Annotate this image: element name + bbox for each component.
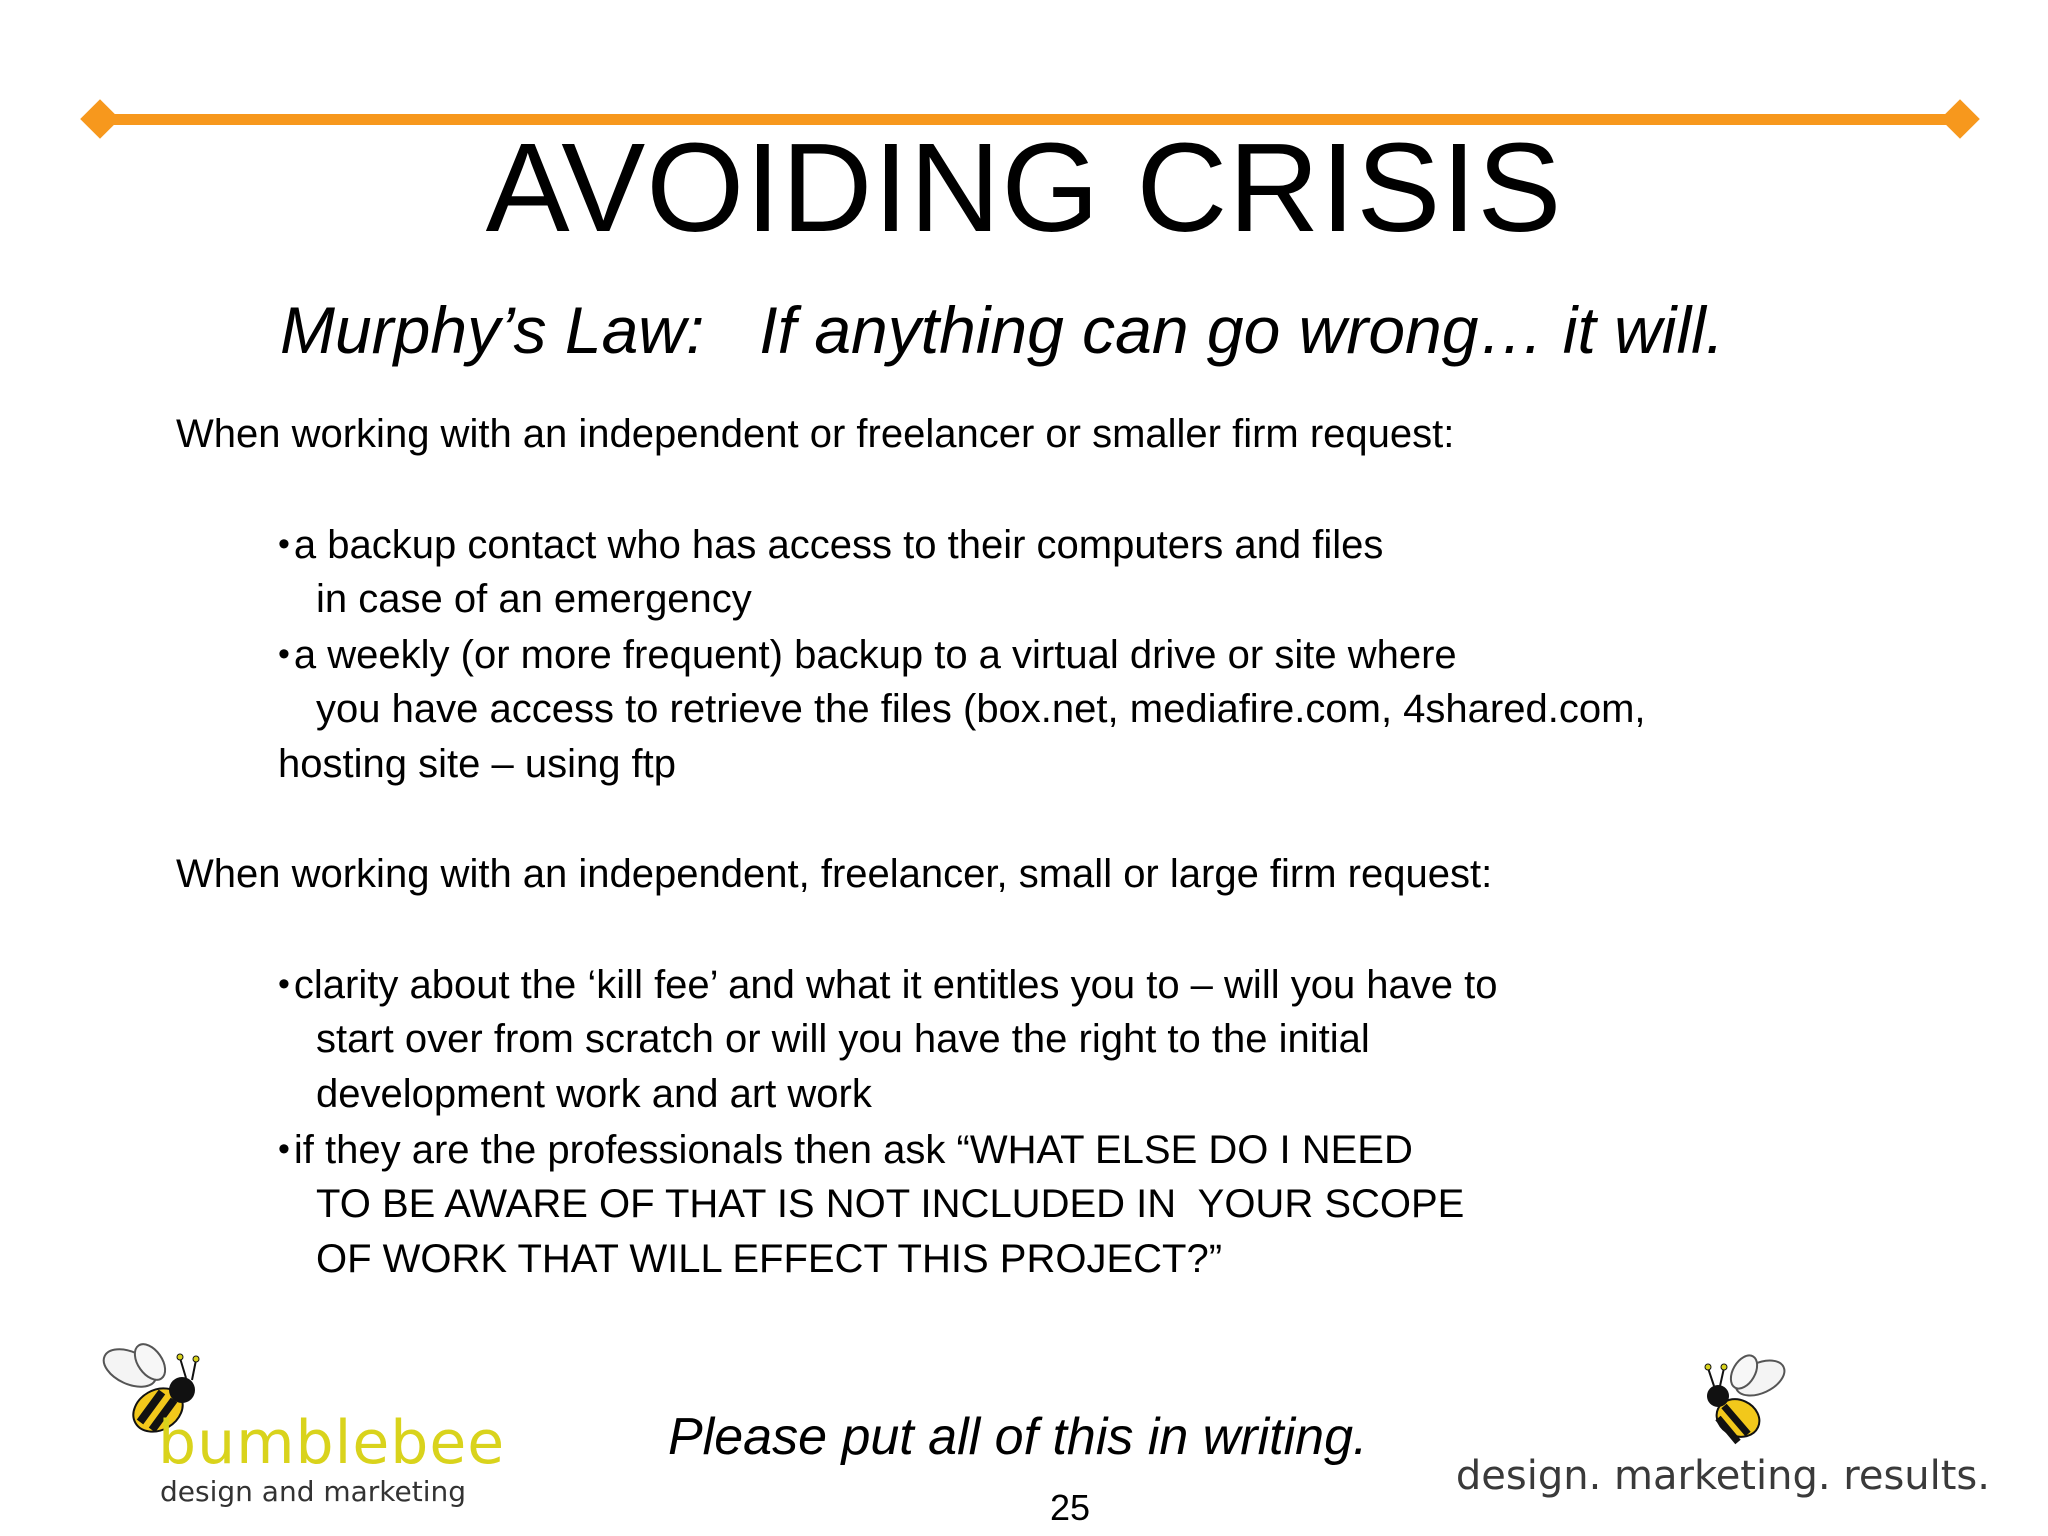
bullet-line: in case of an emergency — [316, 577, 752, 621]
bullet-line: start over from scratch or will you have the right to the initial — [316, 1017, 1370, 1061]
logo-brand-text: bumblebee — [158, 1408, 506, 1478]
logo-tagline: design and marketing — [160, 1475, 467, 1508]
page-number: 25 — [1050, 1487, 1091, 1528]
bullet-icon: • — [278, 965, 290, 1003]
bullet-line: hosting site – using ftp — [278, 742, 677, 786]
bullet-line: • a backup contact who has access to their computers and files — [278, 523, 1384, 567]
bullet-line: • a weekly (or more frequent) backup to a virtual drive or site where — [278, 633, 1457, 677]
bullet-line: TO BE AWARE OF THAT IS NOT INCLUDED IN YOUR SCOPE — [316, 1182, 1465, 1226]
bullet-icon: • — [278, 635, 290, 673]
bullet-icon: • — [278, 525, 290, 563]
bullet-line: • clarity about the ‘kill fee’ and what it entitles you to – will you have to — [278, 963, 1498, 1007]
results-logo — [1455, 1340, 1990, 1520]
bullet-line: • if they are the professionals then ask “WHAT ELSE DO I NEED — [278, 1128, 1413, 1172]
logo-tagline: design. marketing. results. — [1455, 1453, 1990, 1499]
bullet-line: OF WORK THAT WILL EFFECT THIS PROJECT?” — [316, 1237, 1223, 1281]
bullet-line: you have access to retrieve the files (box.net, mediafire.com, 4shared.com, — [316, 687, 1646, 731]
slide-subtitle: Murphy’s Law: If anything can go wrong… it will. — [280, 293, 1725, 367]
section1-intro: When working with an independent or freelancer or smaller firm request: — [176, 412, 1455, 456]
bumblebee-logo — [100, 1340, 540, 1520]
bullet-icon: • — [278, 1130, 290, 1168]
bee-icon — [1690, 1350, 1800, 1460]
slide-title: AVOIDING CRISIS — [485, 117, 1563, 258]
section2-intro: When working with an independent, freelancer, small or large firm request: — [176, 852, 1493, 896]
footer-note: Please put all of this in writing. — [668, 1408, 1368, 1466]
bullet-line: development work and art work — [316, 1072, 872, 1116]
